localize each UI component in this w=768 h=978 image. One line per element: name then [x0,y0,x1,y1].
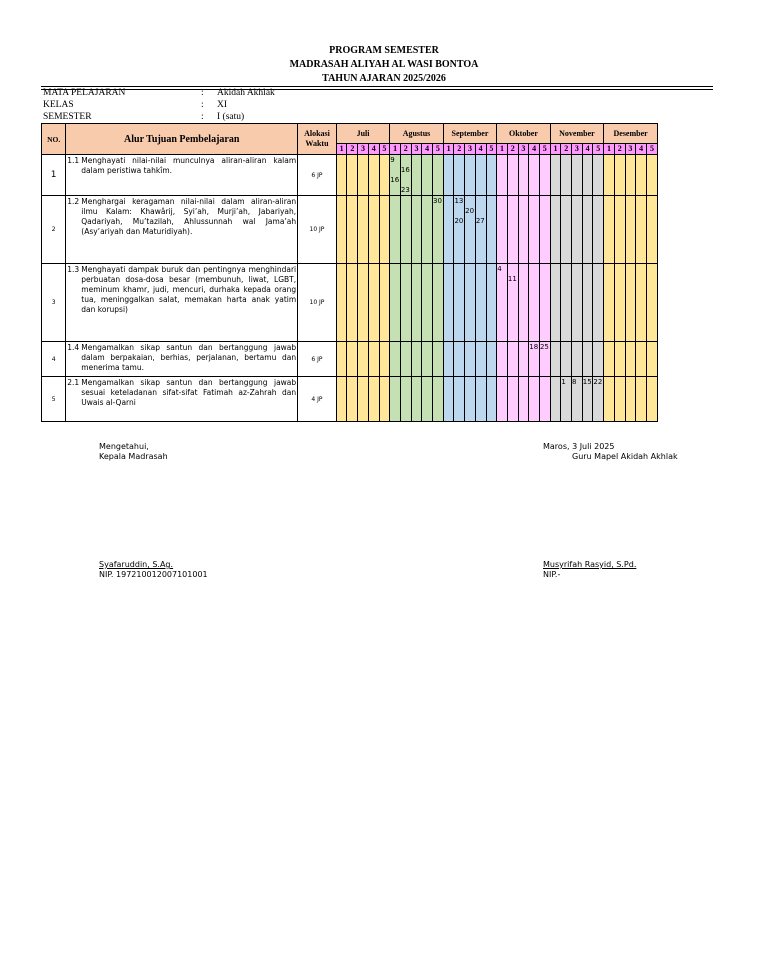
week-cell [422,264,433,342]
objective-cell [66,155,298,196]
schedule-date [476,196,486,206]
week-cell [368,196,379,264]
schedule-date: 8 [572,378,577,386]
info-colon: : [201,88,204,98]
week-cell [550,342,561,377]
table-row [42,342,658,377]
objective-text: Mengamalkan sikap santun dan bertanggung jawab dalam berpakaian, berhias, perjalanan, bertamu dan menerima tamu. [81,343,297,372]
week-cell [465,377,476,422]
week-number: 3 [518,144,529,155]
week-cell [336,196,347,264]
week-cell [582,196,593,264]
week-cell [432,264,443,342]
week-cell [593,155,604,196]
week-number: 5 [646,144,657,155]
week-number: 3 [625,144,636,155]
week-cell [422,196,433,264]
week-number: 5 [379,144,390,155]
week-cell [625,342,636,377]
week-cell [336,264,347,342]
week-cell [507,342,518,377]
objective-text: Menghayati nilai-nilai munculnya aliran-aliran kalam dalam peristiwa tahkîm. [81,156,297,175]
week-cell [465,264,476,342]
week-cell [550,377,561,422]
week-cell [475,342,486,377]
week-cell [358,264,369,342]
schedule-date [508,264,518,274]
week-cell [646,377,657,422]
week-cell [593,264,604,342]
week-cell [646,264,657,342]
week-cell [614,264,625,342]
month-header: Juli [336,124,389,144]
objective-cell [66,264,298,342]
week-cell [518,342,529,377]
week-cell [400,342,411,377]
week-cell [379,342,390,377]
week-cell [368,155,379,196]
week-cell [390,264,401,342]
week-cell [368,377,379,422]
week-cell [347,155,358,196]
week-cell [507,196,518,264]
week-cell [347,377,358,422]
table-row [42,196,658,264]
week-cell [443,155,454,196]
week-cell [358,155,369,196]
week-cell [604,155,615,196]
week-cell [432,196,443,264]
week-cell [443,342,454,377]
week-cell [358,377,369,422]
week-cell [390,377,401,422]
week-cell [507,377,518,422]
week-cell [518,264,529,342]
week-cell [582,155,593,196]
week-cell [390,196,401,264]
week-number: 5 [593,144,604,155]
week-cell [614,155,625,196]
objective-number: 1.4 [67,343,80,352]
header-alokasi-line1: Alokasi [304,129,330,138]
week-cell [497,155,508,196]
week-number: 1 [443,144,454,155]
week-cell [572,264,583,342]
objective-text: Menghayati dampak buruk dan pentingnya menghindari perbuatan dosa-dosa besar (membunuh, liwat, LGBT, meminum khamr, judi, mencuri, durhaka kepada orang tua, meninggalkan salat, memakan harta anak yatim dan korupsi) [81,265,297,314]
objective-number: 1.3 [67,265,80,274]
week-cell [604,264,615,342]
schedule-date: 20 [454,217,464,225]
week-cell [550,264,561,342]
week-cell [625,264,636,342]
schedule-date: 16 [400,166,410,174]
week-number: 1 [390,144,401,155]
week-cell [636,342,647,377]
divider-bottom [41,89,713,90]
week-cell [604,377,615,422]
week-cell [593,196,604,264]
week-cell [486,196,497,264]
week-number: 2 [400,144,411,155]
time-allocation: 6 JP [298,342,337,377]
week-cell [646,196,657,264]
week-cell [561,264,572,342]
week-cell [368,342,379,377]
week-cell [422,155,433,196]
week-cell [454,264,465,342]
week-cell [347,196,358,264]
week-cell [572,196,583,264]
schedule-date [465,196,475,206]
schedule-date [390,165,400,175]
week-cell [646,155,657,196]
week-cell [529,196,540,264]
week-cell [529,155,540,196]
week-cell [497,196,508,264]
week-cell [636,377,647,422]
week-cell [593,342,604,377]
week-cell [422,342,433,377]
week-cell [379,377,390,422]
week-number: 4 [368,144,379,155]
week-cell [582,264,593,342]
week-cell [411,342,422,377]
week-cell [336,155,347,196]
week-cell [422,377,433,422]
week-cell [507,155,518,196]
info-value: Akidah Akhlak [217,88,275,98]
schedule-date: 27 [475,217,485,225]
week-cell [539,377,550,422]
week-number: 2 [347,144,358,155]
semester-program-table [41,123,658,422]
week-cell [336,342,347,377]
month-header: September [443,124,496,144]
week-number: 1 [550,144,561,155]
week-cell [443,264,454,342]
week-cell [529,342,540,377]
schedule-date: 22 [593,378,603,386]
sign-left-title: Kepala Madrasah [99,452,168,461]
week-number: 1 [604,144,615,155]
week-cell [465,155,476,196]
week-cell [358,196,369,264]
time-allocation: 4 JP [298,377,337,422]
sign-right-title: Guru Mapel Akidah Akhlak [572,452,678,461]
week-cell [400,155,411,196]
week-cell [411,377,422,422]
row-number: 5 [42,377,66,422]
week-cell [379,196,390,264]
week-cell [486,264,497,342]
week-cell [475,264,486,342]
week-cell [379,155,390,196]
week-cell [625,155,636,196]
week-cell [561,377,572,422]
week-cell [636,155,647,196]
week-cell [443,377,454,422]
header-no: NO. [42,124,66,155]
school-name: MADRASAH ALIYAH AL WASI BONTOA [289,59,479,70]
week-number: 2 [507,144,518,155]
week-number: 4 [636,144,647,155]
week-number: 5 [432,144,443,155]
week-cell [475,377,486,422]
week-cell [454,342,465,377]
objective-cell [66,377,298,422]
week-cell [411,264,422,342]
week-cell [390,342,401,377]
week-cell [432,377,443,422]
week-cell [529,377,540,422]
week-cell [400,196,411,264]
info-value: I (satu) [217,112,245,122]
week-cell [572,342,583,377]
week-cell [486,155,497,196]
table-row [42,377,658,422]
schedule-date: 30 [432,197,442,205]
week-cell [400,377,411,422]
week-cell [539,196,550,264]
objective-text: Mengamalkan sikap santun dan bertanggung jawab sesuai keteladanan sifat-sifat Fatimah az-Zahrah dan Uwais al-Qarni [81,378,297,407]
time-allocation: 10 JP [298,196,337,264]
week-number: 1 [336,144,347,155]
week-cell [454,377,465,422]
week-number: 5 [486,144,497,155]
week-cell [432,155,443,196]
week-cell [507,264,518,342]
week-cell [465,342,476,377]
schedule-date: 18 [529,343,539,351]
academic-year: TAHUN AJARAN 2025/2026 [322,73,446,84]
week-cell [625,196,636,264]
row-number: 1 [42,155,66,196]
week-number: 2 [561,144,572,155]
week-cell [379,264,390,342]
objective-cell [66,196,298,264]
week-cell [336,377,347,422]
week-cell [636,196,647,264]
week-cell [497,342,508,377]
week-cell [454,155,465,196]
week-cell [411,155,422,196]
month-header: Oktober [497,124,550,144]
week-cell [529,264,540,342]
schedule-date: 23 [400,186,410,194]
objective-number: 1.1 [67,156,80,165]
time-allocation: 10 JP [298,264,337,342]
week-cell [390,155,401,196]
row-number: 3 [42,264,66,342]
week-number: 5 [539,144,550,155]
week-number: 3 [465,144,476,155]
week-cell [636,264,647,342]
week-cell [400,264,411,342]
schedule-date [401,155,411,165]
week-cell [604,342,615,377]
info-colon: : [201,100,204,110]
schedule-date [454,206,464,216]
week-cell [347,342,358,377]
week-number: 3 [358,144,369,155]
week-cell [625,377,636,422]
week-cell [347,264,358,342]
divider-top [41,86,713,87]
time-allocation: 6 JP [298,155,337,196]
week-cell [539,342,550,377]
document-title: PROGRAM SEMESTER [329,45,439,56]
week-cell [518,196,529,264]
table-row [42,155,658,196]
week-number: 2 [454,144,465,155]
header-alokasi [298,124,337,155]
week-number: 4 [422,144,433,155]
row-number: 2 [42,196,66,264]
week-cell [614,377,625,422]
week-cell [561,155,572,196]
objective-number: 2.1 [67,378,80,387]
week-cell [358,342,369,377]
week-number: 3 [411,144,422,155]
week-cell [497,377,508,422]
week-cell [604,196,615,264]
week-cell [539,264,550,342]
info-key: SEMESTER [43,112,92,122]
schedule-date: 13 [454,197,464,205]
week-cell [454,196,465,264]
schedule-date: 11 [507,275,517,283]
objective-number: 1.2 [67,197,80,206]
week-cell [593,377,604,422]
table-row [42,264,658,342]
week-number: 1 [497,144,508,155]
week-cell [582,342,593,377]
week-cell [465,196,476,264]
week-number: 4 [475,144,486,155]
sign-right-nip: NIP.- [543,570,561,579]
week-cell [572,155,583,196]
week-cell [582,377,593,422]
schedule-date: 4 [497,265,502,273]
sign-left-nip: NIP. 197210012007101001 [99,570,208,579]
month-header: Desember [604,124,658,144]
week-cell [368,264,379,342]
sign-left-caption: Mengetahui, [99,442,149,451]
week-cell [475,196,486,264]
week-cell [550,155,561,196]
header-alokasi-line2: Waktu [305,139,329,148]
week-cell [518,155,529,196]
week-cell [518,377,529,422]
week-cell [443,196,454,264]
week-cell [614,196,625,264]
schedule-date: 25 [539,343,549,351]
week-cell [486,377,497,422]
sign-right-name: Musyrifah Rasyid, S.Pd. [543,560,637,569]
schedule-date: 16 [390,176,400,184]
week-number: 2 [614,144,625,155]
objective-cell [66,342,298,377]
week-cell [646,342,657,377]
info-colon: : [201,112,204,122]
week-cell [475,155,486,196]
week-cell [486,342,497,377]
schedule-date: 20 [465,207,475,215]
sign-left-name: Syafaruddin, S.Ag. [99,560,174,569]
week-cell [614,342,625,377]
header-alur: Alur Tujuan Pembelajaran [66,124,298,155]
schedule-date: 15 [582,378,592,386]
week-cell [572,377,583,422]
row-number: 4 [42,342,66,377]
week-cell [550,196,561,264]
week-cell [561,196,572,264]
week-cell [497,264,508,342]
info-key: KELAS [43,100,74,110]
schedule-date: 1 [561,378,566,386]
week-cell [561,342,572,377]
month-header: Agustus [390,124,444,144]
sign-right-place-date: Maros, 3 Juli 2025 [543,442,615,451]
schedule-date [401,175,411,185]
week-number: 4 [529,144,540,155]
schedule-date [476,206,486,216]
week-cell [411,196,422,264]
month-header: November [550,124,604,144]
week-number: 4 [582,144,593,155]
info-value: XI [217,100,228,110]
objective-text: Menghargai keragaman nilai-nilai dalam aliran-aliran ilmu Kalam: Khawârij, Syi’ah, Murji’ah, Jabariyah, Qadariyah, Mu’tazilah, Ahlussunnah wal Jama’ah (Asy’ariyah dan Maturidiyah). [81,197,297,236]
week-cell [539,155,550,196]
schedule-date: 9 [390,156,395,164]
info-key: MATA PELAJARAN [43,88,126,98]
week-cell [432,342,443,377]
week-number: 3 [572,144,583,155]
